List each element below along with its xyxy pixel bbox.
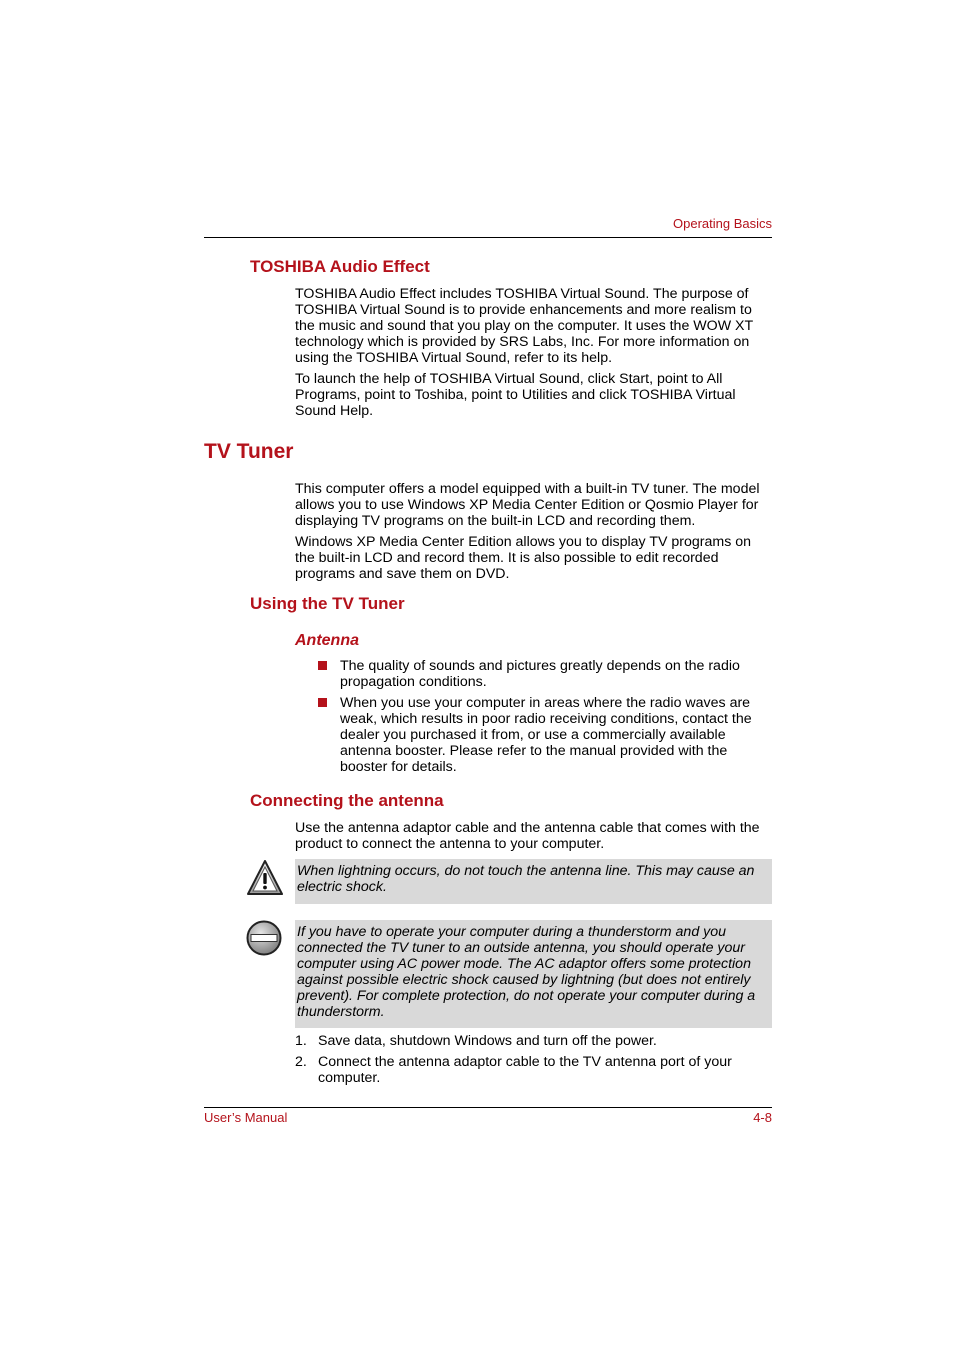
list-item-text: The quality of sounds and pictures greatly depends on the radio propagation conditions.	[340, 658, 740, 690]
list-item-text: When you use your computer in areas where the radio waves are weak, which results in poor radio receiving conditions, contact the dealer you purchased it from, or use a commercially available antenna booster. Please refer to the manual provided with the booster for details.	[340, 695, 752, 775]
bullet-square-icon	[318, 698, 327, 707]
warning-triangle-icon	[246, 859, 284, 897]
warning-callout	[295, 859, 772, 904]
footer-rule	[204, 1107, 772, 1108]
prohibition-icon	[246, 920, 282, 956]
list-item	[318, 695, 772, 775]
subheading-antenna: Antenna	[295, 632, 359, 649]
step-text: Connect the antenna adaptor cable to the TV antenna port of your computer.	[318, 1054, 732, 1086]
numbered-step	[295, 1054, 772, 1086]
caution-text: If you have to operate your computer during a thunderstorm and you connected the TV tuner to an outside antenna, you should operate your computer using AC power mode. The AC adaptor offers some protection against possible electric shock caused by lightning (but does not entirely prevent). For complete protection, do not operate your computer during a thunderstorm.	[297, 924, 756, 1020]
caution-callout	[295, 920, 772, 1028]
running-header: Operating Basics	[673, 216, 772, 231]
numbered-step	[295, 1033, 772, 1049]
paragraph: Windows XP Media Center Edition allows you to display TV programs on the built-in LCD and record them. It is also possible to edit recorded programs and save them on DVD.	[295, 534, 752, 582]
chapter-heading-tv-tuner: TV Tuner	[204, 440, 294, 463]
paragraph: This computer offers a model equipped with a built-in TV tuner. The model allows you to use Windows XP Media Center Edition or Qosmio Player for displaying TV programs on the built-in LCD and recording them.	[295, 481, 760, 529]
page-number: 4-8	[753, 1110, 772, 1125]
paragraph: Use the antenna adaptor cable and the antenna cable that comes with the product to connect the antenna to your computer.	[295, 820, 760, 852]
section-heading-connecting: Connecting the antenna	[250, 791, 444, 810]
list-item	[318, 658, 772, 690]
footer-manual-title: User’s Manual	[204, 1110, 288, 1125]
header-rule	[204, 237, 772, 238]
section-heading-audio-effect: TOSHIBA Audio Effect	[250, 257, 430, 276]
step-text: Save data, shutdown Windows and turn off the power.	[318, 1033, 657, 1049]
step-number: 2.	[295, 1054, 307, 1070]
paragraph: To launch the help of TOSHIBA Virtual Sound, click Start, point to All Programs, point to Toshiba, point to Utilities and click TOSHIBA Virtual Sound Help.	[295, 371, 736, 419]
warning-text: When lightning occurs, do not touch the antenna line. This may cause an electric shock.	[297, 863, 755, 895]
paragraph: TOSHIBA Audio Effect includes TOSHIBA Virtual Sound. The purpose of TOSHIBA Virtual Sound is to provide enhancements and more realism to the music and sound that you play on the computer. It uses the WOW XT technology which is provided by SRS Labs, Inc. For more information on using the TOSHIBA Virtual Sound, refer to its help.	[295, 286, 753, 366]
step-number: 1.	[295, 1033, 307, 1049]
bullet-square-icon	[318, 661, 327, 670]
section-heading-using-tuner: Using the TV Tuner	[250, 594, 405, 613]
